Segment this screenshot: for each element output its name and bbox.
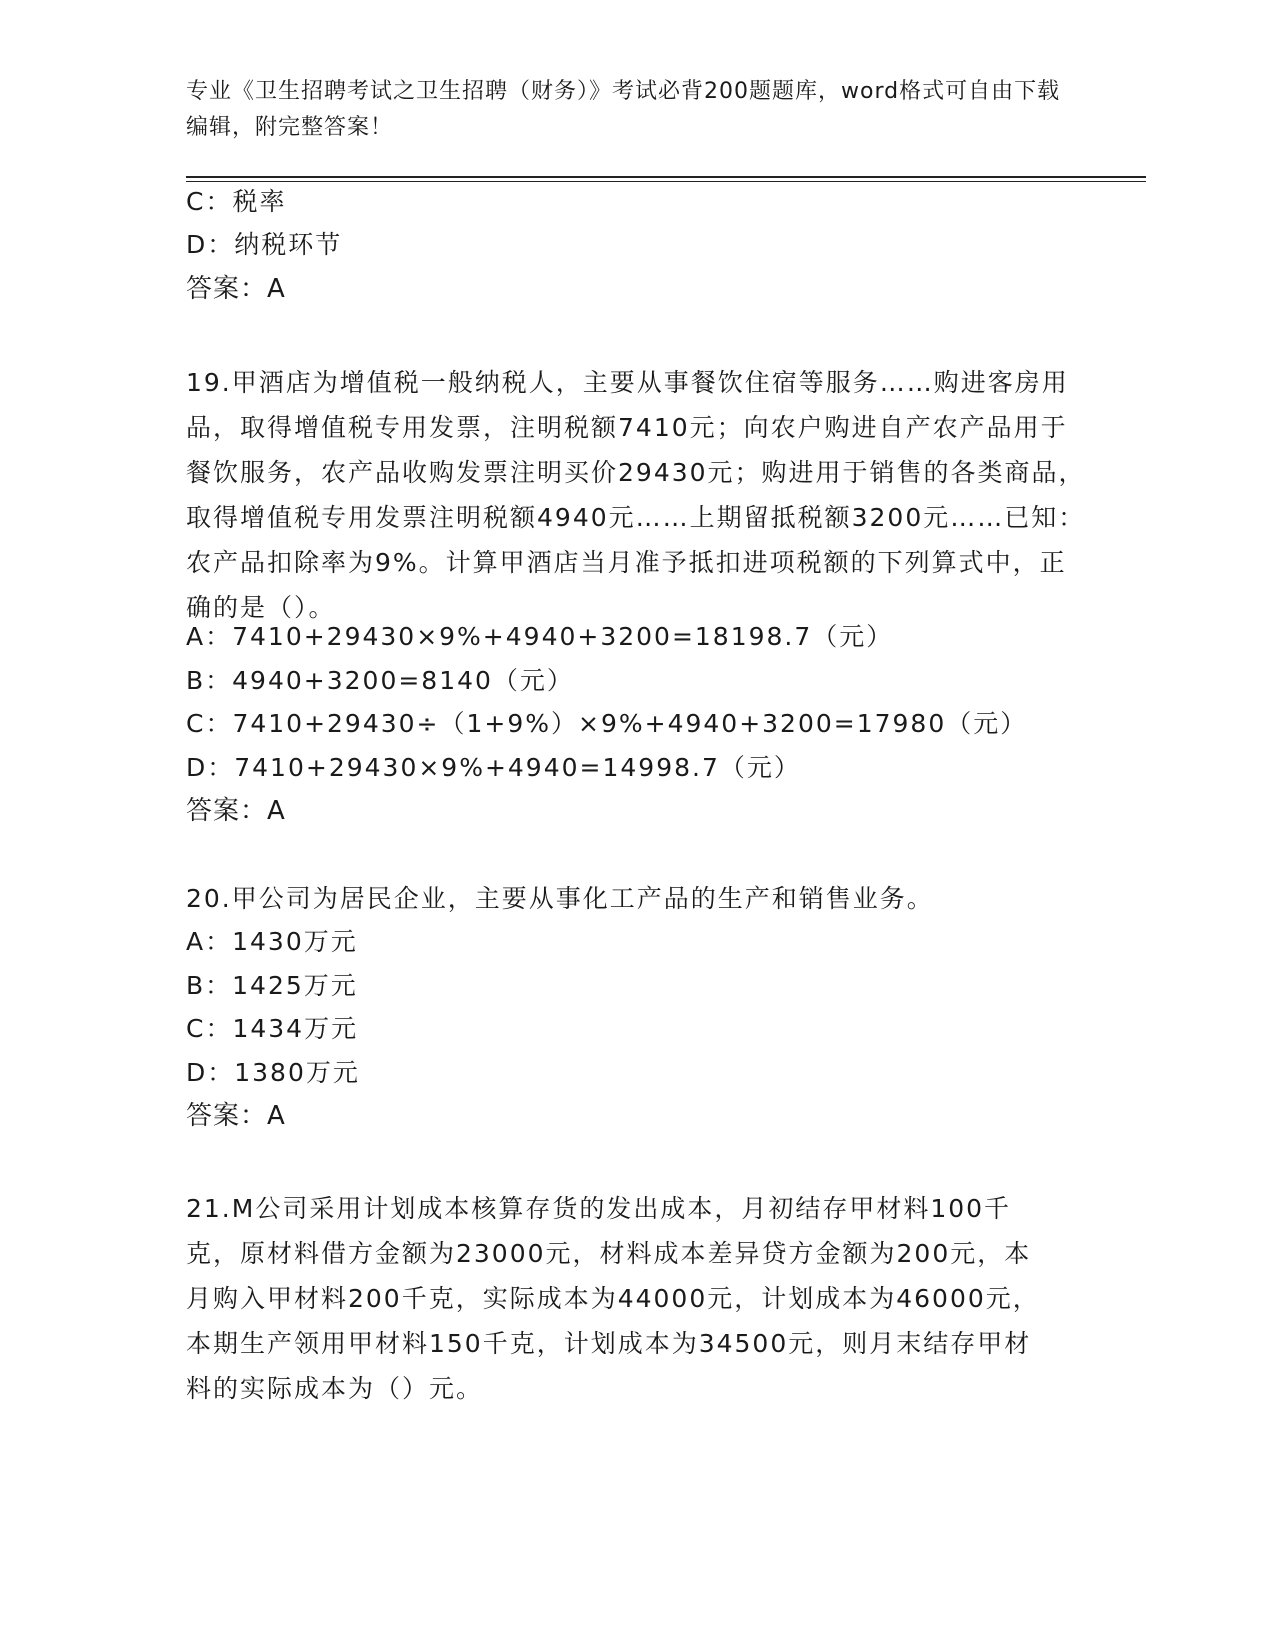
- q20-option-d: D：1380万元: [186, 1058, 360, 1087]
- document-header: 专业《卫生招聘考试之卫生招聘（财务）》考试必背200题题库，word格式可自由下载编辑，附完整答案！: [186, 79, 1061, 140]
- q18-answer: 答案：A: [186, 274, 286, 304]
- q19-option-a: A：7410+29430×9%+4940+3200=18198.7（元）: [186, 622, 894, 651]
- q19-stem: 19.甲酒店为增值税一般纳税人，主要从事餐饮住宿等服务……购进客房用品，取得增值税专用发票，注明税额7410元；向农户购进自产农产品用于餐饮服务，农产品收购发票注明买价29430元；购进用于销售的各类商品，取得增值税专用发票注明税额4940元……上期留抵税额3200元……已知：农产品扣除率为9%。计算甲酒店当月准予抵扣进项税额的下列算式中，正确的是（）。: [186, 368, 1086, 622]
- q19-answer: 答案：A: [186, 796, 286, 826]
- header-rule-thick: [186, 176, 1146, 178]
- q19-option-d: D：7410+29430×9%+4940=14998.7（元）: [186, 753, 801, 782]
- q20-answer: 答案：A: [186, 1101, 286, 1131]
- q20-stem: 20.甲公司为居民企业，主要从事化工产品的生产和销售业务。: [186, 884, 934, 913]
- q18-option-c: C：税率: [186, 187, 287, 216]
- q19-option-c: C：7410+29430÷（1+9%）×9%+4940+3200=17980（元）: [186, 709, 1028, 738]
- q20-option-c: C：1434万元: [186, 1014, 359, 1043]
- q21-stem: 21.M公司采用计划成本核算存货的发出成本，月初结存甲材料100千克，原材料借方金额为23000元，材料成本差异贷方金额为200元，本月购入甲材料200千克，实际成本为44000元，计划成本为46000元，本期生产领用甲材料150千克，计划成本为34500元，则月末结存甲材料的实际成本为（）元。: [186, 1194, 1040, 1403]
- q18-option-d: D：纳税环节: [186, 230, 343, 259]
- q20-option-a: A：1430万元: [186, 927, 358, 956]
- header-rule-thin: [186, 181, 1146, 182]
- q19-option-b: B：4940+3200=8140（元）: [186, 666, 574, 695]
- q20-option-b: B：1425万元: [186, 971, 358, 1000]
